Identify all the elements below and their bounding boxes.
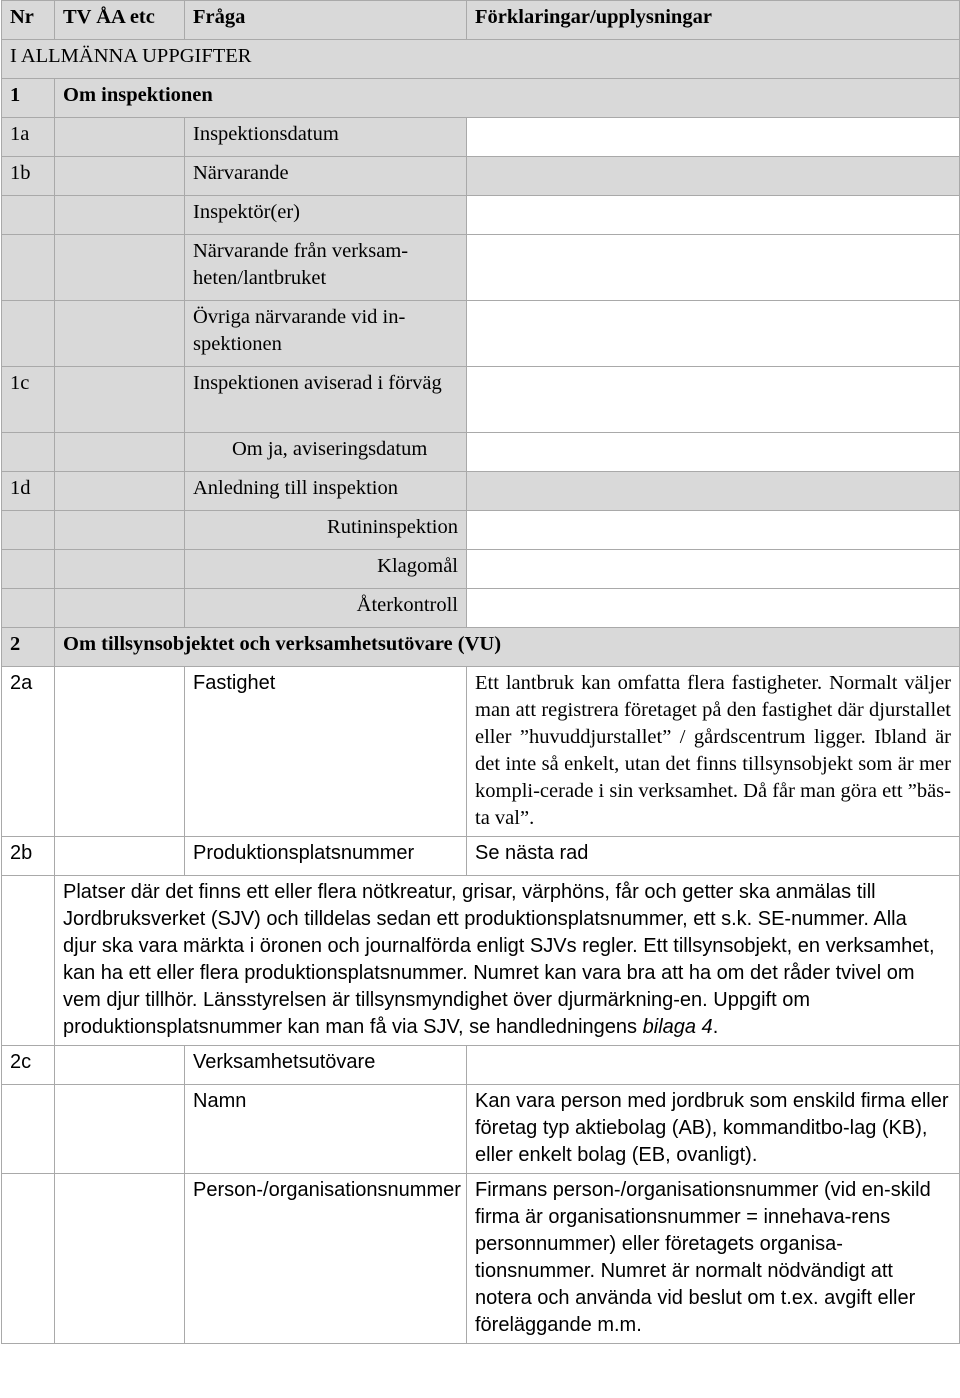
table-row: [2, 667, 960, 837]
row-nr: 2c: [2, 1046, 55, 1085]
answer-cell[interactable]: [467, 235, 960, 301]
header-tv: TV ÅA etc: [55, 1, 185, 40]
answer-cell[interactable]: [467, 433, 960, 472]
row-question: Inspektör(er): [185, 196, 467, 235]
section-title: Om tillsynsobjektet och verksamhetsutövare (VU): [55, 628, 960, 667]
section-nr: 1: [2, 79, 55, 118]
section-nr: 2: [2, 628, 55, 667]
appendix-reference: bilaga 4: [642, 1016, 713, 1038]
section-row: [2, 79, 960, 118]
row-explanation: Firmans person-/organisationsnummer (vid en-skild firma är organisationsnummer = innehava-rens personnummer) eller företagets organisa-tionsnummer. Numret är normalt nödvändigt att notera och använda vid beslut om t.ex. avgift eller föreläggande m.m.: [467, 1174, 960, 1344]
row-question: Anledning till inspektion: [185, 472, 467, 511]
table-row: [2, 550, 960, 589]
row-question: Övriga närvarande vid in-spektionen: [185, 301, 467, 367]
table-row: [2, 1174, 960, 1344]
table-row: [2, 367, 960, 433]
row-question: Inspektionsdatum: [185, 118, 467, 157]
row-nr: 1a: [2, 118, 55, 157]
row-question: Om ja, aviseringsdatum: [185, 433, 467, 472]
table-row: [2, 876, 960, 1046]
header-forklaringar: Förklaringar/upplysningar: [467, 1, 960, 40]
production-site-text: Platser där det finns ett eller flera nötkreatur, grisar, värphöns, får och getter ska anmälas till Jordbruksverket (SJV) och tilldelas sedan ett produktionsplatsnummer, ett s.k. SE-nummer. Alla djur ska vara märkta i öronen och journalförda enligt SJVs regler. Ett tillsynsobjekt, en verksamhet, kan ha ett eller flera produktionsplatsnummer. Numret kan vara bra att ha om det råder tvivel om vem djur tillhör. Länsstyrelsen är tillsynsmyndighet över djurmärkning-en. Uppgift om produktionsplatsnummer kan man få via SJV, se handledningens: [63, 881, 935, 1038]
section-title: I ALLMÄNNA UPPGIFTER: [2, 40, 960, 79]
row-nr: 2a: [2, 667, 55, 837]
section-row: [2, 628, 960, 667]
row-nr: 1b: [2, 157, 55, 196]
row-explanation: Kan vara person med jordbruk som enskild firma eller företag typ aktiebolag (AB), kommanditbo-lag (KB), eller enkelt bolag (EB, ovanligt).: [467, 1085, 960, 1174]
table-row: [2, 589, 960, 628]
row-question: Produktionsplatsnummer: [185, 837, 467, 876]
production-site-explanation: Platser där det finns ett eller flera nötkreatur, grisar, värphöns, får och getter ska anmälas till Jordbruksverket (SJV) och tilldelas sedan ett produktionsplatsnummer, ett s.k. SE-nummer. Alla djur ska vara märkta i öronen och journalförda enligt SJVs regler. Ett tillsynsobjekt, en verksamhet, kan ha ett eller flera produktionsplatsnummer. Numret kan vara bra att ha om det råder tvivel om vem djur tillhör. Länsstyrelsen är tillsynsmyndighet över djurmärkning-en. Uppgift om produktionsplatsnummer kan man få via SJV, se handledningens bilaga 4.: [55, 876, 960, 1046]
table-row: [2, 118, 960, 157]
section-title: Om inspektionen: [55, 79, 960, 118]
answer-cell[interactable]: [467, 511, 960, 550]
row-question: Fastighet: [185, 667, 467, 837]
row-question: Närvarande från verksam-heten/lantbruket: [185, 235, 467, 301]
row-question: Inspektionen aviserad i förväg: [185, 367, 467, 433]
answer-cell[interactable]: [467, 196, 960, 235]
table-row: [2, 1046, 960, 1085]
row-question: Närvarande: [185, 157, 467, 196]
table-row: [2, 472, 960, 511]
row-nr: 1c: [2, 367, 55, 433]
table-header-row: [2, 1, 960, 40]
row-question: Person-/organisationsnummer: [185, 1174, 467, 1344]
table-row: [2, 837, 960, 876]
inspection-guide-table: [1, 0, 960, 1344]
answer-cell[interactable]: [467, 301, 960, 367]
answer-cell[interactable]: [467, 367, 960, 433]
table-row: [2, 433, 960, 472]
table-row: [2, 301, 960, 367]
table-row: [2, 235, 960, 301]
header-fraga: Fråga: [185, 1, 467, 40]
table-row: [2, 196, 960, 235]
answer-cell[interactable]: [467, 550, 960, 589]
row-nr: 2b: [2, 837, 55, 876]
row-nr: 1d: [2, 472, 55, 511]
table-row: [2, 511, 960, 550]
answer-cell[interactable]: [467, 589, 960, 628]
header-nr: Nr: [2, 1, 55, 40]
table-row: [2, 1085, 960, 1174]
row-explanation: Se nästa rad: [467, 837, 960, 876]
row-explanation: Ett lantbruk kan omfatta flera fastigheter. Normalt väljer man att registrera företaget på den fastighet där djurstallet eller ”huvuddjurstallet” / gårdscentrum ligger. Ibland är det inte så enkelt, utan det finns tillsynsobjekt som är mer kompli-cerade i sin verksamhet. Då får man göra ett ”bäs-ta val”.: [467, 667, 960, 837]
row-question: Namn: [185, 1085, 467, 1174]
table-row: [2, 157, 960, 196]
row-question: Rutininspektion: [185, 511, 467, 550]
row-question: Verksamhetsutövare: [185, 1046, 467, 1085]
row-question: Återkontroll: [185, 589, 467, 628]
row-question: Klagomål: [185, 550, 467, 589]
answer-cell[interactable]: [467, 118, 960, 157]
section-row: [2, 40, 960, 79]
